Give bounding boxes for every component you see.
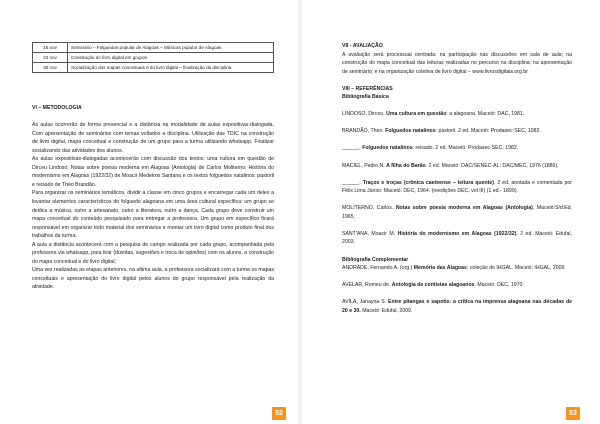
reference-title: Antologia de contistas alagoanos [391,282,475,289]
reference-details: . 2 ed. Maceió: DAC/SENEC-AL; DAC/MEC, 1976 (1886). [425,162,559,169]
reference-author: LINDOSO, Dirceu. [342,111,387,118]
reference-details: . 2 ed. anotada e comentada por Félix Lima Júnior. Maceió: DEC, 1964. (reedições DEC, vol III) (1 ed.- 1899). [342,179,572,195]
reference-details: Maceió: Edufal, 2009. [360,307,413,314]
reference-title: Folguedos natalinos [362,145,413,152]
reference-item [342,144,572,153]
reference-details: . 2 ed. Maceió: Edufal, 2003. [342,230,572,246]
reference-item [342,298,572,315]
reference-details: . Maceió:S/d:Ed, 1965. [342,205,572,220]
methodology-paragraph: A aula a distância acontecerá com a pesquisa de campo realizada por cada grupo, acompanhada pela professora via whatsapp, para tirar (dúvidas, sugestões e troca de opiniões) com os alunos, a construção do mapa conceitual e do livro digital; [32,241,274,265]
evaluation-heading: VII - AVALIAÇÃO [342,43,383,49]
table-row [33,63,274,73]
reference-author: AVELAR, Romeu de. [342,282,392,289]
reference-item [342,264,572,273]
reference-author: ______. [342,179,363,186]
reference-details: : pastoril. 2 ed. Maceió: Prodasec-SEC, 1982. [435,128,541,135]
schedule-date: 23 nov [33,53,68,63]
reference-item [342,179,572,196]
reference-title: Folguedos natalinos [385,128,436,135]
complementary-bibliography-heading: Bibliografia Complementar [342,256,409,263]
reference-title: Entre pitangas e sapotis: a crítica na imprensa alagoana nas décadas de 20 e 30. [342,299,572,314]
reference-author: AVILA, Janayna S. [342,299,389,306]
reference-author: ______. [342,145,363,152]
table-row [33,43,274,53]
reference-title: Traços e troças (crônica caeteense – leitura quente) [362,179,494,186]
reference-author: MACIEL, Pedro N. [342,162,387,169]
schedule-date: 16 nov [33,43,68,53]
reference-item [342,110,572,119]
reference-item [342,204,572,221]
reference-item [342,281,572,290]
reference-item [342,230,572,247]
methodology-paragraph: As aulas expositivas-dialogadas acontecerão com discussão dos textos: uma cultura em questão de Dirceu Lindoso; Notas sobre poesia moderna em Alagoas (Antologia) de Carlos Moliterno; História do modernismo em Alagoas (1922/32) de Moacir Medeiros Santana e os textos folguedos natalinos: pastoril e reisado de Théo Brandão. [32,156,274,188]
schedule-date: 30 nov [33,63,68,73]
left-page [0,0,298,424]
reference-author: MOLITERNO, Carlos. [342,205,396,212]
references-column [342,42,572,324]
reference-title: Uma cultura em questão [386,111,447,118]
methodology-paragraph: Uma vez realizadas as etapas anteriores, na ultima aula, a professora socializará com a turma os mapas conceituais e apresentação do livro digital pelos alunos do grupo responsável pela realização da atividade. [32,267,274,291]
schedule-table [32,42,274,73]
references-heading: VIII – REFERÊNCIAS [342,85,393,92]
evaluation-text: A avaliação será processual centrada: na participação nas discussões em sala de aula; na construção do mapa conceitual das leituras realizadas no percurso na disciplina; na apresentação de seminário; e na organização coletiva de livro digital – www.livrosdigitais.org.br [342,51,572,75]
reference-details: : reisado. 2 ed. Maceió: Prodasec-SEC, 1982. [412,145,519,152]
reference-author: ANDRADE, Fernando A. (org.) [342,265,414,272]
reference-title: Memória das Alagoas [413,265,467,272]
table-row [33,53,274,63]
schedule-activity: Seminário – Folguedos popular de Alagoas – Músicas popular de Alagoas [68,43,274,53]
page-number: 52 [272,407,286,420]
reference-item [342,127,572,136]
reference-details: : coleção do IHGAL. Maceió: IHGAL, 2009. [466,265,566,272]
page-number: 53 [566,407,580,420]
reference-details: . Maceió: DEC, 1970. [474,282,524,289]
methodology-section [32,104,274,292]
methodology-heading: VI – METODOLOGIA [32,105,82,111]
reference-item [342,162,572,171]
methodology-paragraph: As aulas ocorrerão de forma presencial e a distância na modalidade de aulas expositivas-dialogada. Com apresentação de seminários com temas voltados a disciplina. Utilização das TDIC na construção de livro digital, mapa conceitual e construção de um grupo para a turma utilizando whatsapp. Finalizar socializando das atividades dos alunos. [32,122,274,154]
reference-title: História do modernismo em Alagoas (1922/32) [397,230,517,237]
reference-details: : a alagoana. Maceió: DAC, 1981. [446,111,525,118]
basic-bibliography-heading: Bibliografia Básica [342,94,389,101]
right-page [302,0,600,424]
reference-title: Notas sobre poesia moderna em Alagoas (Antologia) [395,205,533,212]
schedule-activity: Construção do livro digital em grupos. [68,53,274,63]
schedule-activity: Socialização dos mapas conceituais e do livro digital – finalização da disciplina. [68,63,274,73]
reference-title: A filha do Barão [386,162,426,169]
methodology-paragraph: Para organizar os seminários temáticos, dividir a classe em cinco grupos e encarregar cada um deles a levantar elementos característicos do folguedo alagoana em uma área cultural específica: um grupo se dedica a música, outro a artesanato, outro a literatura, outro a dança. Cada grupo deve construir um mapa conceitual do conteúdo pesquisado para entregar a professora. Um grupo em específico ficará responsável em organizar todo material dos seminários e montar um livro digital como produto final dos trabalhos da turma; [32,190,274,240]
reference-author: SANT'ANA, Moacir M. [342,230,398,237]
reference-author: BRANDÃO, Theo. [342,128,386,135]
